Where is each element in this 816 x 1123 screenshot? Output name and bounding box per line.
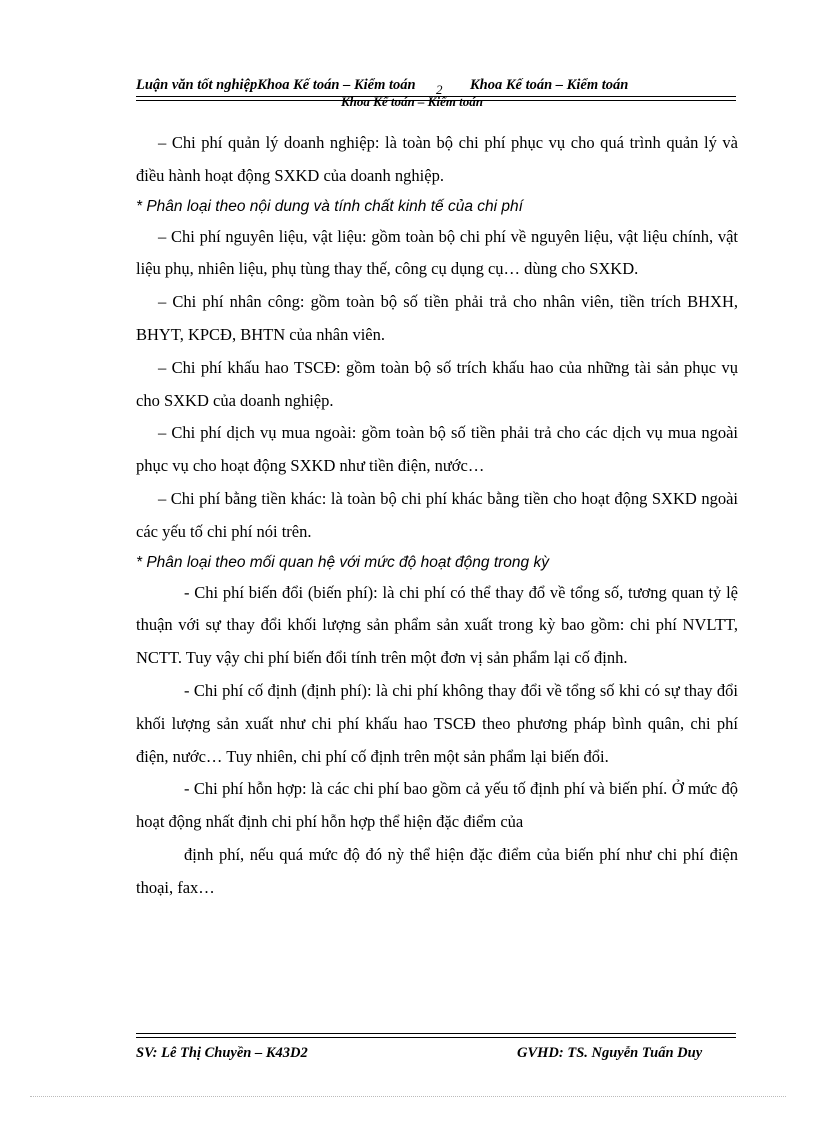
paragraph: - Chi phí biến đổi (biến phí): là chi phí có thể thay đổ về tổng số, tương quan tỷ lệ thuận với sự thay đổi khối lượng sản phẩm sản xuất trong kỳ bao gồm: chi phí NVLTT, NCTT. Tuy vậy chi phí biến đổi tính trên một đơn vị sản phẩm lại cố định. xyxy=(136,582,738,668)
page-number: 2 xyxy=(436,82,443,97)
paragraph: – Chi phí dịch vụ mua ngoài: gồm toàn bộ số tiền phải trả cho các dịch vụ mua ngoài phục vụ cho hoạt động SXKD như tiền điện, nước… xyxy=(136,423,738,476)
footer-advisor: GVHD: TS. Nguyễn Tuấn Duy xyxy=(517,1045,703,1061)
header-right: Khoa Kế toán – Kiểm toán xyxy=(470,77,629,93)
header-left: Luận văn tốt nghiệpKhoa Kế toán – Kiểm toán xyxy=(136,77,416,93)
footer-student: SV: Lê Thị Chuyền – K43D2 xyxy=(136,1045,308,1061)
paragraph: định phí, nếu quá mức độ đó nỳ thể hiện đặc điểm của biến phí như chi phí điện thoại, fax… xyxy=(136,844,738,897)
paragraph: – Chi phí khấu hao TSCĐ: gồm toàn bộ số trích khấu hao của những tài sản phục vụ cho SXKD của doanh nghiệp. xyxy=(136,357,738,410)
paragraph: – Chi phí nhân công: gồm toàn bộ số tiền phải trả cho nhân viên, tiền trích BHXH, BHYT, KPCĐ, BHTN của nhân viên. xyxy=(136,292,738,344)
paragraph: - Chi phí hỗn hợp: là các chi phí bao gồm cả yếu tố định phí và biến phí. Ở mức độ hoạt động nhất định chi phí hỗn hợp thể hiện đặc điểm của xyxy=(136,779,738,832)
paragraph: – Chi phí nguyên liệu, vật liệu: gồm toàn bộ chi phí về nguyên liệu, vật liệu chính, vật liệu phụ, nhiên liệu, phụ tùng thay thế, công cụ dụng cụ… dùng cho SXKD. xyxy=(136,226,738,279)
footer-rule-top xyxy=(136,1033,736,1034)
header-second-line: Khoa Kế toán – Kiểm toán xyxy=(341,94,483,109)
paragraph: – Chi phí quản lý doanh nghiệp: là toàn bộ chi phí phục vụ cho quá trình quản lý và điều hành hoạt động SXKD của doanh nghiệp. xyxy=(136,133,738,185)
paragraph: – Chi phí bằng tiền khác: là toàn bộ chi phí khác bằng tiền cho hoạt động SXKD ngoài các yếu tố chi phí nói trên. xyxy=(136,488,738,541)
footer-rule-bottom xyxy=(136,1037,736,1038)
section-heading: * Phân loại theo nội dung và tính chất kinh tế của chi phí xyxy=(136,197,523,215)
document-body xyxy=(136,127,738,905)
header-rule-bottom xyxy=(136,100,736,101)
paragraph: - Chi phí cố định (định phí): là chi phí không thay đổi về tổng số khi có sự thay đổi khối lượng sản xuất như chi phí khấu hao TSCĐ theo phương pháp bình quân, chi phí điện, nước… Tuy nhiên, chi phí cố định trên một sản phẩm lại biến đổi. xyxy=(136,680,738,766)
section-heading: * Phân loại theo mối quan hệ với mức độ hoạt động trong kỳ xyxy=(136,553,549,571)
page-bottom-dotted-line xyxy=(30,1096,786,1097)
header-rule-top xyxy=(136,96,736,97)
